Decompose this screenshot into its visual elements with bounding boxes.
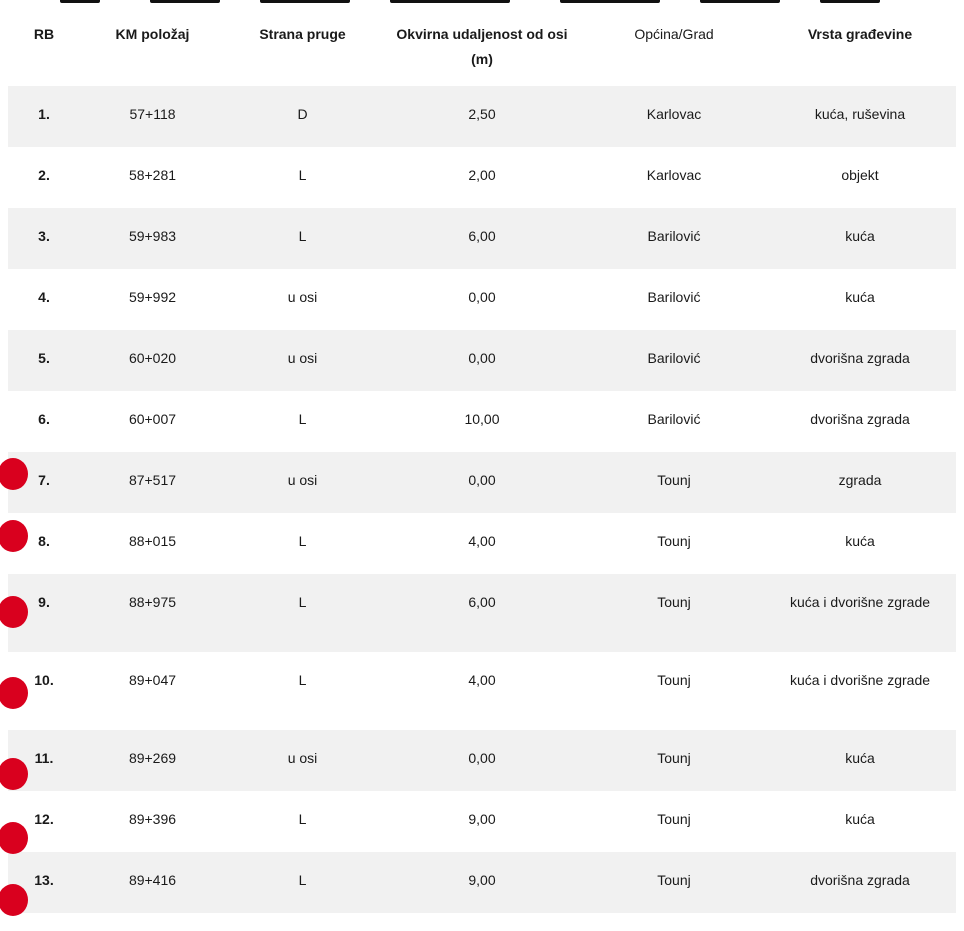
cell-opcina: Karlovac	[584, 86, 764, 147]
cell-rb: 5.	[8, 330, 80, 391]
cell-strana: L	[298, 811, 307, 827]
cell-strana: L	[225, 208, 380, 269]
cell-opcina: Tounj	[657, 811, 691, 827]
table-row	[8, 730, 956, 791]
cell-opcina: Karlovac	[646, 167, 702, 183]
cell-udaljenost: 0,00	[380, 330, 584, 391]
cell-udaljenost: 0,00	[380, 730, 584, 791]
cell-km: 88+015	[128, 533, 177, 549]
cell-km: 87+517	[80, 452, 225, 513]
cell-strana: L	[298, 672, 307, 688]
cell-km: 89+396	[128, 811, 177, 827]
cell-rb: 11.	[8, 730, 80, 791]
cell-rb: 10.	[34, 672, 54, 688]
cell-vrsta: kuća	[845, 533, 875, 549]
cell-vrsta: zgrada	[764, 452, 956, 513]
cell-udaljenost: 2,50	[380, 86, 584, 147]
cell-vrsta: dvorišna zgrada	[764, 852, 956, 913]
cell-udaljenost: 4,00	[468, 672, 496, 688]
header-vrsta: Vrsta građevine	[807, 26, 913, 42]
cell-strana: L	[298, 167, 307, 183]
cell-rb: 13.	[8, 852, 80, 913]
cell-rb: 3.	[8, 208, 80, 269]
cell-udaljenost: 9,00	[468, 811, 496, 827]
cell-km: 59+992	[128, 289, 177, 305]
cell-rb: 12.	[34, 811, 54, 827]
cell-udaljenost: 4,00	[468, 533, 496, 549]
cell-opcina: Tounj	[657, 672, 691, 688]
cell-opcina: Tounj	[584, 452, 764, 513]
cell-vrsta: dvorišna zgrada	[764, 330, 956, 391]
cell-rb: 6.	[38, 411, 50, 427]
cell-km: 89+269	[80, 730, 225, 791]
cell-udaljenost: 0,00	[468, 289, 496, 305]
cell-vrsta: dvorišna zgrada	[810, 411, 910, 427]
cell-opcina: Tounj	[584, 730, 764, 791]
cell-opcina: Tounj	[584, 852, 764, 913]
cell-udaljenost: 9,00	[380, 852, 584, 913]
table-row	[8, 574, 956, 652]
cell-strana: L	[225, 852, 380, 913]
cell-strana: u osi	[287, 289, 318, 305]
table-row	[8, 208, 956, 269]
cell-strana: u osi	[225, 452, 380, 513]
cell-rb: 8.	[38, 533, 50, 549]
cell-rb: 2.	[38, 167, 50, 183]
cell-rb: 7.	[8, 452, 80, 513]
cell-vrsta: kuća, ruševina	[764, 86, 956, 147]
cell-udaljenost: 6,00	[380, 208, 584, 269]
cell-strana: L	[298, 533, 307, 549]
cell-udaljenost: 2,00	[468, 167, 496, 183]
header-opcina: Općina/Grad	[634, 26, 714, 42]
table-row	[8, 147, 956, 208]
cell-udaljenost: 10,00	[464, 411, 500, 427]
header-udaljenost: Okvirna udaljenost od osi (m)	[396, 26, 568, 67]
cell-rb: 9.	[8, 574, 80, 652]
cell-strana: D	[225, 86, 380, 147]
cell-vrsta: kuća	[764, 208, 956, 269]
table-row	[8, 391, 956, 452]
cell-strana: u osi	[225, 330, 380, 391]
table-row	[8, 513, 956, 574]
cell-opcina: Barilović	[584, 208, 764, 269]
cell-km: 60+007	[128, 411, 177, 427]
cell-vrsta: kuća	[764, 730, 956, 791]
cell-strana: L	[225, 574, 380, 652]
cell-vrsta: kuća i dvorišne zgrade	[789, 672, 931, 688]
cell-km: 57+118	[80, 86, 225, 147]
cell-strana: L	[298, 411, 307, 427]
table-row	[8, 652, 956, 730]
cell-vrsta: objekt	[841, 167, 879, 183]
table-row	[8, 269, 956, 330]
cropped-text-line	[0, 0, 964, 6]
cell-opcina: Barilović	[584, 330, 764, 391]
cell-vrsta: kuća	[845, 289, 875, 305]
cell-udaljenost: 0,00	[380, 452, 584, 513]
cell-rb: 1.	[8, 86, 80, 147]
cell-km: 89+047	[128, 672, 177, 688]
cell-vrsta: kuća i dvorišne zgrade	[764, 574, 956, 652]
table-header-row	[8, 16, 956, 86]
table-row	[8, 86, 956, 147]
header-strana: Strana pruge	[259, 26, 346, 42]
cell-km: 59+983	[80, 208, 225, 269]
cell-strana: u osi	[225, 730, 380, 791]
cell-opcina: Tounj	[584, 574, 764, 652]
header-rb: RB	[33, 26, 55, 42]
buildings-table	[8, 16, 956, 913]
table-row	[8, 852, 956, 913]
cell-vrsta: kuća	[845, 811, 875, 827]
cell-opcina: Tounj	[657, 533, 691, 549]
table-row	[8, 791, 956, 852]
cell-km: 88+975	[80, 574, 225, 652]
table-row	[8, 452, 956, 513]
cell-opcina: Barilović	[647, 289, 701, 305]
cell-km: 60+020	[80, 330, 225, 391]
cell-km: 89+416	[80, 852, 225, 913]
cell-opcina: Barilović	[647, 411, 701, 427]
table-row	[8, 330, 956, 391]
cell-udaljenost: 6,00	[380, 574, 584, 652]
cell-km: 58+281	[128, 167, 177, 183]
header-km: KM položaj	[115, 26, 190, 42]
cell-rb: 4.	[38, 289, 50, 305]
